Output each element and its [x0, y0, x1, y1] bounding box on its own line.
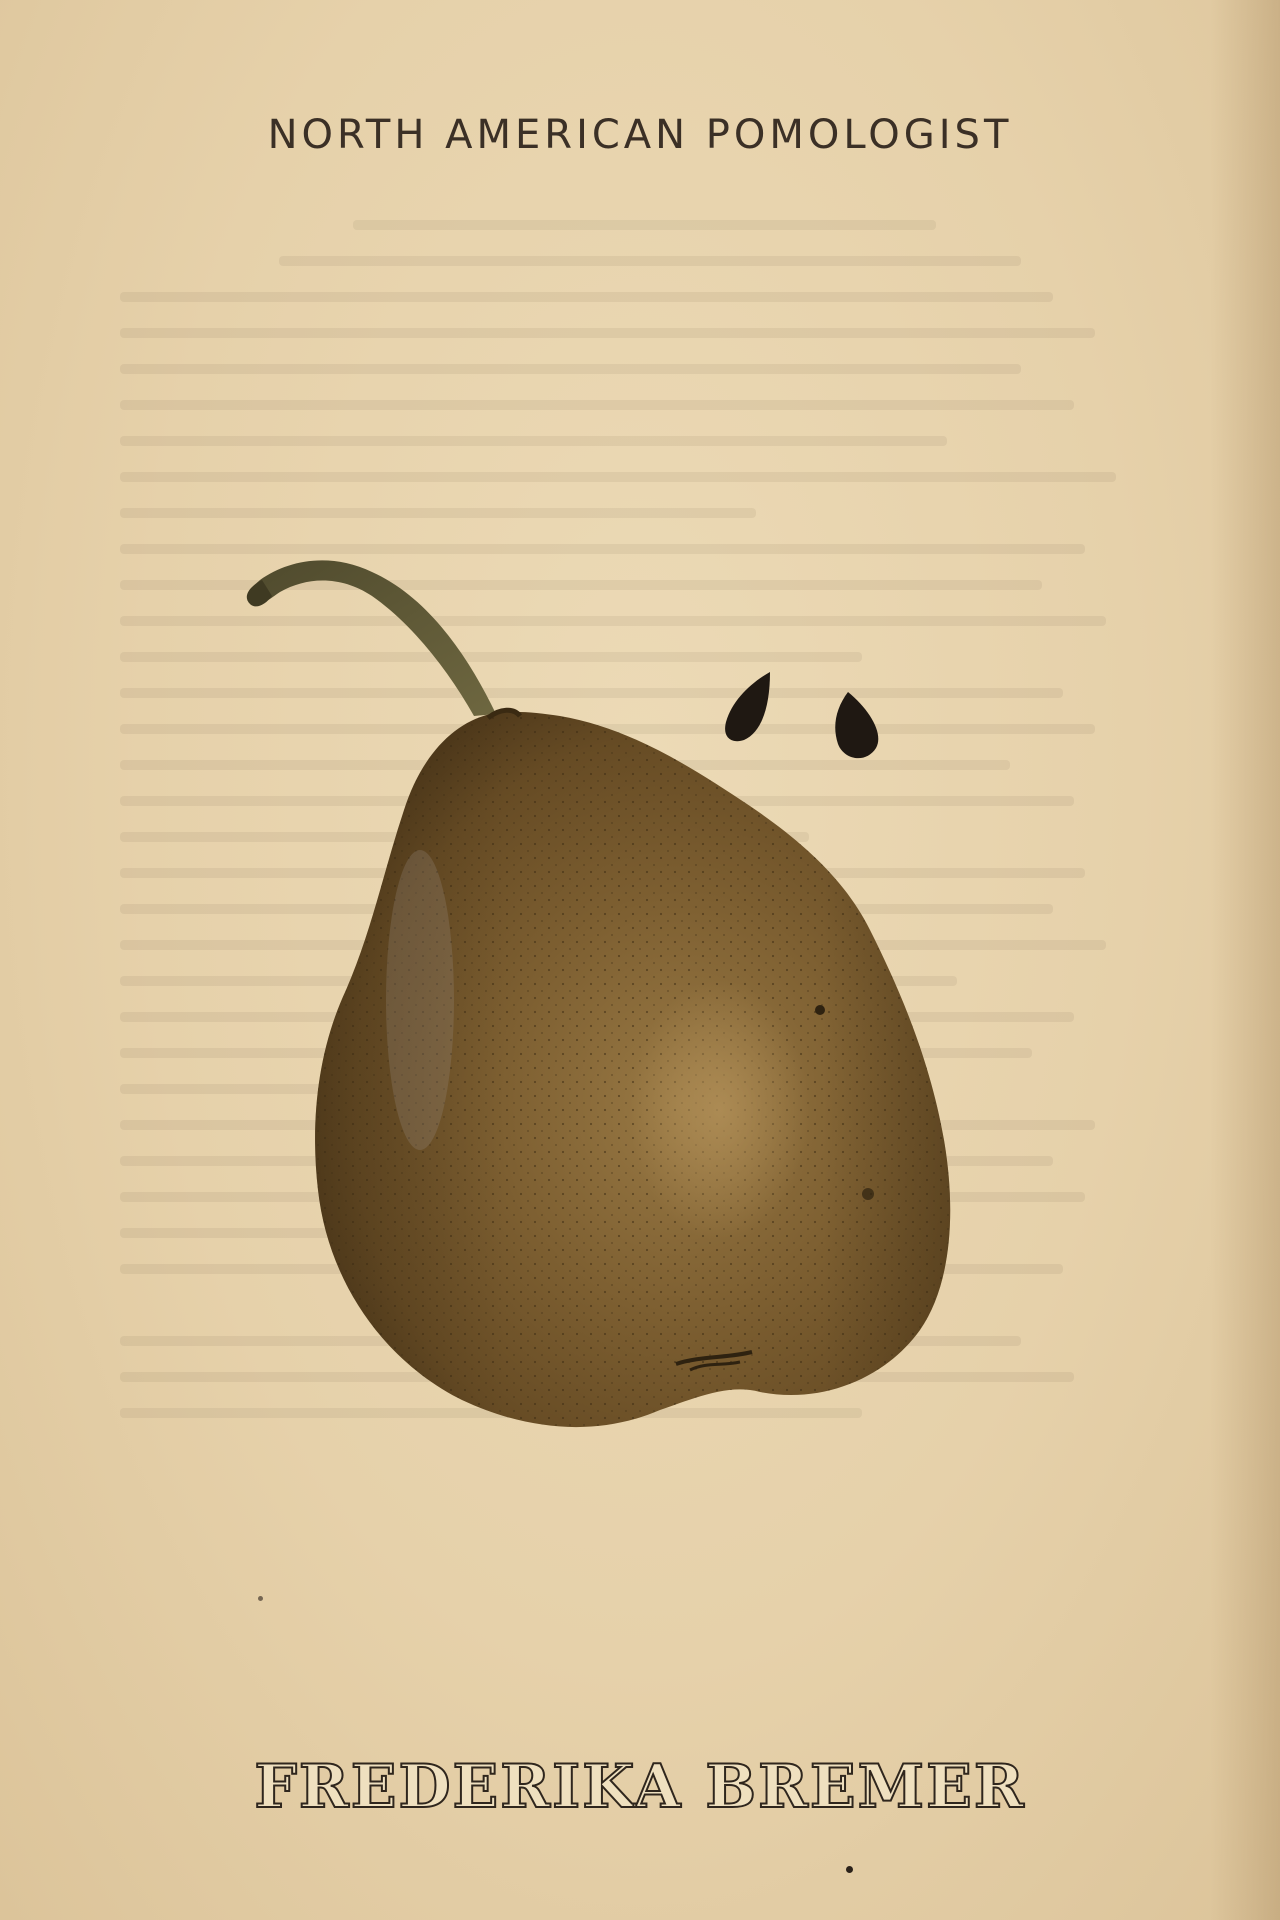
variety-name-title: FREDERIKA BREMER	[254, 1752, 1026, 1822]
pear-seed-icon	[725, 672, 770, 741]
paper-speck	[846, 1866, 853, 1873]
pear-highlight	[630, 980, 810, 1240]
paper-speck	[258, 1596, 263, 1601]
pear-bloom	[386, 850, 454, 1150]
pear-seed-icon	[835, 692, 878, 758]
pear-stem	[248, 560, 496, 716]
plate-header-title: NORTH AMERICAN POMOLOGIST	[267, 112, 1013, 158]
